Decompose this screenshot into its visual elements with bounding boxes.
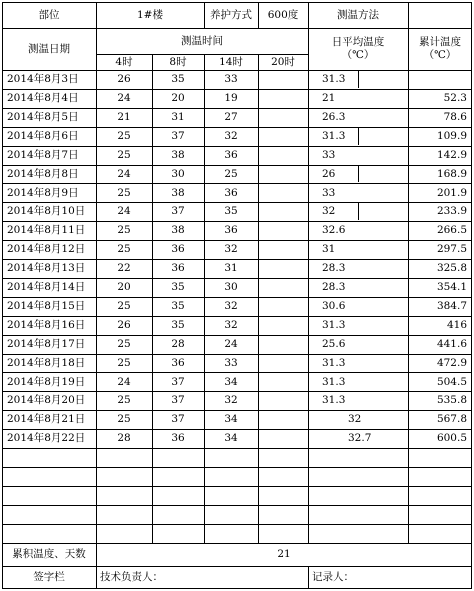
grid-line xyxy=(2,543,472,544)
grid-line xyxy=(2,391,472,392)
cumulative-days-value: 21 xyxy=(277,547,291,560)
grid-line xyxy=(2,524,472,525)
cell-t4: 22 xyxy=(117,262,131,275)
cell-t8: 37 xyxy=(171,413,185,426)
cell-t4: 25 xyxy=(117,186,131,199)
cell-t4: 24 xyxy=(117,167,131,180)
cell-t20 xyxy=(258,335,308,354)
cell-t14: 19 xyxy=(224,92,238,105)
signature-label: 签字栏 xyxy=(33,571,65,584)
grid-line xyxy=(96,2,97,28)
cell-avg: 31.3 xyxy=(322,394,346,407)
grid-line xyxy=(308,2,309,28)
avg-cell-divider xyxy=(358,71,359,88)
cell-t8 xyxy=(152,524,204,543)
cell-avg: 28.3 xyxy=(322,281,346,294)
daily-avg-header-line1: 日平均温度 xyxy=(331,35,385,48)
method-label: 测温方法 xyxy=(337,8,379,21)
cell-t4: 25 xyxy=(117,394,131,407)
temperature-record-sheet xyxy=(2,2,472,589)
grid-line xyxy=(2,372,472,373)
grid-line xyxy=(308,28,309,70)
cell-t8: 37 xyxy=(171,394,185,407)
cell-t20 xyxy=(258,127,308,146)
cell-t4 xyxy=(96,486,152,505)
cell-cum: 504.5 xyxy=(436,375,467,388)
tech-lead-label: 技术负责人： xyxy=(100,571,163,584)
grid-line xyxy=(408,2,409,28)
cell-t20 xyxy=(258,259,308,278)
cell-avg: 26.3 xyxy=(322,110,346,123)
grid-line xyxy=(2,505,472,506)
cell-date: 2014年8月14日 xyxy=(7,281,86,294)
grid-line xyxy=(2,566,472,567)
cell-avg: 33 xyxy=(322,186,336,199)
cell-cum: 567.8 xyxy=(436,413,467,426)
cell-t4: 24 xyxy=(117,375,131,388)
cell-t20 xyxy=(258,183,308,202)
cell-t20 xyxy=(258,410,308,429)
cell-t20 xyxy=(258,70,308,89)
grid-line xyxy=(152,70,153,543)
cell-t4: 26 xyxy=(117,318,131,331)
cell-date: 2014年8月8日 xyxy=(7,167,79,180)
cell-date: 2014年8月20日 xyxy=(7,394,86,407)
grid-line xyxy=(2,183,472,184)
cell-t8: 38 xyxy=(171,186,185,199)
cell-t14 xyxy=(204,448,258,467)
grid-line xyxy=(2,486,472,487)
cell-t8: 38 xyxy=(171,148,185,161)
cell-avg: 31.3 xyxy=(322,375,346,388)
cell-t20 xyxy=(258,278,308,297)
cell-date: 2014年8月22日 xyxy=(7,432,86,445)
cell-date: 2014年8月11日 xyxy=(7,224,86,237)
cell-t4 xyxy=(96,448,152,467)
cell-t8: 20 xyxy=(171,92,185,105)
cell-t4: 24 xyxy=(117,92,131,105)
cell-t20 xyxy=(258,89,308,108)
cell-t8: 30 xyxy=(171,167,185,180)
cell-t20 xyxy=(258,429,308,448)
cell-t20 xyxy=(258,467,308,486)
time-14-header: 14时 xyxy=(219,55,243,68)
cell-t4: 20 xyxy=(117,281,131,294)
cell-avg: 21 xyxy=(322,92,336,105)
cell-t14 xyxy=(204,486,258,505)
cell-date: 2014年8月21日 xyxy=(7,413,86,426)
cell-t20 xyxy=(258,486,308,505)
cell-t14: 35 xyxy=(224,205,238,218)
avg-cell-divider xyxy=(358,166,359,183)
cell-t4: 21 xyxy=(117,110,131,123)
grid-line xyxy=(2,2,3,589)
grid-line xyxy=(308,70,309,543)
grid-line xyxy=(408,70,409,543)
cell-t8: 28 xyxy=(171,337,185,350)
grid-line xyxy=(2,410,472,411)
cell-t20 xyxy=(258,165,308,184)
daily-avg-header xyxy=(308,28,408,70)
cell-cum: 78.6 xyxy=(443,110,467,123)
cumulative-header-line1: 累计温度 xyxy=(419,35,461,48)
cell-t8 xyxy=(152,486,204,505)
cell-cum: 354.1 xyxy=(436,281,467,294)
cell-t20 xyxy=(258,505,308,524)
cell-t14: 34 xyxy=(224,413,238,426)
cell-avg: 31 xyxy=(322,243,336,256)
grid-line xyxy=(204,54,205,70)
cell-t8: 35 xyxy=(171,281,185,294)
cell-t4: 25 xyxy=(117,129,131,142)
cell-t20 xyxy=(258,372,308,391)
cell-cum: 441.6 xyxy=(436,337,467,350)
cell-t20 xyxy=(258,108,308,127)
cell-date xyxy=(2,505,96,524)
method-value xyxy=(408,2,472,28)
grid-line xyxy=(471,2,472,589)
cell-t20 xyxy=(258,354,308,373)
cell-t4: 25 xyxy=(117,413,131,426)
cell-cum: 52.3 xyxy=(443,92,467,105)
cell-t8: 37 xyxy=(171,129,185,142)
cell-cum: 600.5 xyxy=(436,432,467,445)
cell-t14 xyxy=(204,467,258,486)
cell-t4: 28 xyxy=(117,432,131,445)
cell-t14: 24 xyxy=(224,337,238,350)
cell-t8: 35 xyxy=(171,318,185,331)
cell-date: 2014年8月18日 xyxy=(7,356,86,369)
cell-date: 2014年8月15日 xyxy=(7,299,86,312)
cell-cum xyxy=(408,505,472,524)
cell-t8: 35 xyxy=(171,299,185,312)
cell-date: 2014年8月7日 xyxy=(7,148,79,161)
grid-line xyxy=(2,127,472,128)
grid-line xyxy=(96,70,97,543)
grid-line xyxy=(204,2,205,28)
avg-cell-divider xyxy=(358,203,359,220)
cell-avg: 25.6 xyxy=(322,337,346,350)
cell-cum: 233.9 xyxy=(436,205,467,218)
cell-t8: 35 xyxy=(171,73,185,86)
grid-line xyxy=(2,28,472,29)
cell-t20 xyxy=(258,146,308,165)
cell-t14: 27 xyxy=(224,110,238,123)
cell-t4 xyxy=(96,524,152,543)
cell-cum: 325.8 xyxy=(436,262,467,275)
daily-avg-header-line2: （℃） xyxy=(341,49,375,61)
cumulative-header-line2: （℃） xyxy=(423,49,457,61)
grid-line xyxy=(2,467,472,468)
cell-cum: 109.9 xyxy=(436,129,467,142)
location-label: 部位 xyxy=(38,8,60,21)
avg-cell-divider xyxy=(358,128,359,145)
cell-t8 xyxy=(152,467,204,486)
cell-cum: 535.8 xyxy=(436,394,467,407)
grid-line xyxy=(258,2,259,28)
cell-t8 xyxy=(152,448,204,467)
cell-avg: 26 xyxy=(322,167,336,180)
cell-cum: 266.5 xyxy=(436,224,467,237)
cell-t20 xyxy=(258,448,308,467)
cell-avg: 31.3 xyxy=(322,129,346,142)
time-group-header: 测温时间 xyxy=(181,34,223,47)
cell-date: 2014年8月5日 xyxy=(7,110,79,123)
grid-line xyxy=(2,240,472,241)
grid-line xyxy=(408,28,409,70)
grid-line xyxy=(96,54,308,55)
cell-avg: 32 xyxy=(348,413,362,426)
cell-date xyxy=(2,467,96,486)
cell-cum xyxy=(408,448,472,467)
grid-line xyxy=(2,146,472,147)
grid-line xyxy=(2,165,472,166)
cell-date: 2014年8月17日 xyxy=(7,337,86,350)
grid-line xyxy=(2,354,472,355)
cell-cum: 168.9 xyxy=(436,167,467,180)
cell-cum: 201.9 xyxy=(436,186,467,199)
cell-t8: 36 xyxy=(171,432,185,445)
grid-line xyxy=(96,542,97,589)
cell-t20 xyxy=(258,202,308,221)
grid-line xyxy=(258,70,259,543)
cell-t8: 36 xyxy=(171,243,185,256)
grid-line xyxy=(2,297,472,298)
location-value: 1#楼 xyxy=(137,8,163,21)
cell-t4: 25 xyxy=(117,299,131,312)
cell-date: 2014年8月12日 xyxy=(7,243,86,256)
cell-date: 2014年8月3日 xyxy=(7,73,79,86)
cell-avg: 31.3 xyxy=(322,73,346,86)
cell-t4: 25 xyxy=(117,356,131,369)
grid-line xyxy=(204,70,205,543)
cell-cum xyxy=(408,524,472,543)
cell-cum: 142.9 xyxy=(436,148,467,161)
grid-line xyxy=(2,70,472,71)
cell-t4 xyxy=(96,505,152,524)
cell-t14: 31 xyxy=(224,262,238,275)
cell-date: 2014年8月6日 xyxy=(7,129,79,142)
grid-line xyxy=(2,2,472,3)
cell-t14: 33 xyxy=(224,356,238,369)
cell-avg xyxy=(308,467,408,486)
cell-t14: 36 xyxy=(224,148,238,161)
recorder-label: 记录人： xyxy=(312,571,354,584)
cell-t4: 25 xyxy=(117,337,131,350)
cell-t14: 32 xyxy=(224,243,238,256)
cell-t14: 36 xyxy=(224,186,238,199)
cell-cum xyxy=(408,486,472,505)
cell-cum: 297.5 xyxy=(436,243,467,256)
cell-t20 xyxy=(258,391,308,410)
cell-t14: 32 xyxy=(224,299,238,312)
cell-date: 2014年8月16日 xyxy=(7,318,86,331)
cell-t4 xyxy=(96,467,152,486)
cell-t14 xyxy=(204,505,258,524)
curing-label: 养护方式 xyxy=(210,8,252,21)
cell-t8: 37 xyxy=(171,205,185,218)
grid-line xyxy=(2,335,472,336)
cell-cum xyxy=(408,70,472,89)
cell-date xyxy=(2,524,96,543)
cell-t8: 37 xyxy=(171,375,185,388)
cell-t14: 36 xyxy=(224,224,238,237)
time-4-header: 4时 xyxy=(115,55,133,68)
cell-avg xyxy=(308,524,408,543)
cell-cum: 472.9 xyxy=(436,356,467,369)
cell-date: 2014年8月9日 xyxy=(7,186,79,199)
grid-line xyxy=(96,28,97,70)
cell-date: 2014年8月4日 xyxy=(7,92,79,105)
cell-t8: 36 xyxy=(171,356,185,369)
grid-line xyxy=(2,588,472,589)
grid-line xyxy=(152,54,153,70)
cell-t14: 30 xyxy=(224,281,238,294)
cell-t20 xyxy=(258,240,308,259)
cell-t4: 24 xyxy=(117,205,131,218)
cell-cum: 384.7 xyxy=(436,299,467,312)
cell-t4: 25 xyxy=(117,224,131,237)
cell-date: 2014年8月13日 xyxy=(7,262,86,275)
grid-line xyxy=(2,448,472,449)
cell-t8 xyxy=(152,505,204,524)
cell-t4: 25 xyxy=(117,148,131,161)
cell-t8: 31 xyxy=(171,110,185,123)
cell-avg: 30.6 xyxy=(322,299,346,312)
cell-t14: 33 xyxy=(224,73,238,86)
time-20-header: 20时 xyxy=(271,55,295,68)
cell-date: 2014年8月10日 xyxy=(7,205,86,218)
cell-t20 xyxy=(258,524,308,543)
time-8-header: 8时 xyxy=(169,55,187,68)
cell-avg xyxy=(308,505,408,524)
cell-avg: 28.3 xyxy=(322,262,346,275)
cell-t14: 32 xyxy=(224,394,238,407)
grid-line xyxy=(308,566,309,589)
cell-t4: 25 xyxy=(117,243,131,256)
grid-line xyxy=(2,202,472,203)
cell-avg: 31.3 xyxy=(322,356,346,369)
cell-avg: 32.6 xyxy=(322,224,346,237)
grid-line xyxy=(258,54,259,70)
grid-line xyxy=(2,89,472,90)
cell-date: 2014年8月19日 xyxy=(7,375,86,388)
curing-value: 600度 xyxy=(267,8,299,21)
cell-t14: 32 xyxy=(224,129,238,142)
grid-line xyxy=(2,221,472,222)
cell-cum xyxy=(408,467,472,486)
cell-avg: 31.3 xyxy=(322,318,346,331)
grid-line xyxy=(2,316,472,317)
cell-cum: 416 xyxy=(446,318,467,331)
cumulative-header xyxy=(408,28,472,70)
cell-date xyxy=(2,448,96,467)
cell-t8: 38 xyxy=(171,224,185,237)
grid-line xyxy=(2,278,472,279)
cell-t4: 26 xyxy=(117,73,131,86)
cumulative-days-label: 累积温度、天数 xyxy=(12,547,86,560)
cell-avg: 33 xyxy=(322,148,336,161)
cell-t14: 34 xyxy=(224,432,238,445)
cell-t20 xyxy=(258,316,308,335)
cell-avg: 32 xyxy=(322,205,336,218)
date-column-header: 测温日期 xyxy=(28,42,70,55)
cell-t20 xyxy=(258,221,308,240)
grid-line xyxy=(2,108,472,109)
cell-t20 xyxy=(258,297,308,316)
cell-date xyxy=(2,486,96,505)
grid-line xyxy=(2,259,472,260)
cell-avg: 32.7 xyxy=(348,432,372,445)
cell-t14: 25 xyxy=(224,167,238,180)
grid-line xyxy=(2,429,472,430)
cell-avg xyxy=(308,448,408,467)
cell-avg xyxy=(308,486,408,505)
cell-t14 xyxy=(204,524,258,543)
cell-t14: 34 xyxy=(224,375,238,388)
cell-t8: 36 xyxy=(171,262,185,275)
cell-t14: 32 xyxy=(224,318,238,331)
